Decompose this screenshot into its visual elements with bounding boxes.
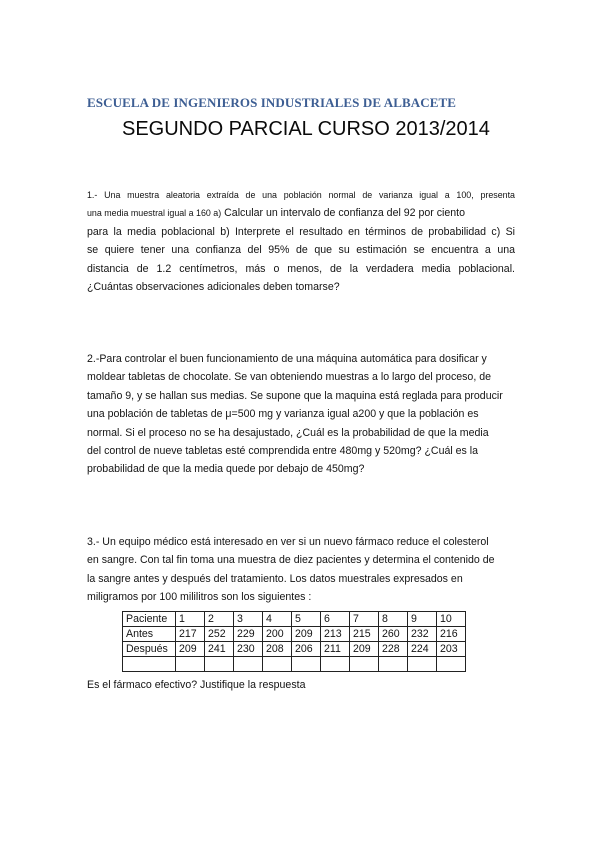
- table-cell-empty: [321, 657, 350, 672]
- table-cell: 228: [379, 642, 408, 657]
- table-cell-empty: [292, 657, 321, 672]
- table-cell-empty: [123, 657, 176, 672]
- table-row-label: Después: [123, 642, 176, 657]
- table-cell: 203: [437, 642, 466, 657]
- table-cell-empty: [263, 657, 292, 672]
- table-cell-empty: [408, 657, 437, 672]
- table-header-cell: 8: [379, 612, 408, 627]
- table-cell: 260: [379, 627, 408, 642]
- cholesterol-data-table: [122, 611, 466, 672]
- question-2-line: una población de tabletas de μ=500 mg y varianza igual a200 y que la población es: [87, 408, 479, 421]
- school-name: ESCUELA DE INGENIEROS INDUSTRIALES DE ALBACETE: [87, 95, 457, 110]
- table-cell: 215: [350, 627, 379, 642]
- table-cell-empty: [379, 657, 408, 672]
- question-1-line: se quiere tener una confianza del 95% de que su estimación se encuentra a una: [87, 244, 515, 257]
- table-cell: 241: [205, 642, 234, 657]
- table-header-label: Paciente: [123, 612, 176, 627]
- table-cell: 213: [321, 627, 350, 642]
- question-1-line: [87, 204, 515, 222]
- question-1-line: distancia de 1.2 centímetros, más o menos, de la verdadera media poblacional.: [87, 262, 515, 275]
- question-2-line: probabilidad de que la media quede por debajo de 450mg?: [87, 463, 365, 476]
- table-header-cell: 3: [234, 612, 263, 627]
- question-2-line: normal. Si el proceso no se ha desajustado, ¿Cuál es la probabilidad de que la media: [87, 426, 489, 439]
- question-2-line: moldear tabletas de chocolate. Se van obteniendo muestras a lo largo del proceso, de: [87, 371, 491, 384]
- table-header-cell: 7: [350, 612, 379, 627]
- question-3-line: 3.- Un equipo médico está interesado en ver si un nuevo fármaco reduce el colesterol: [87, 536, 489, 548]
- question-2: [87, 350, 515, 479]
- question-3-line: miligramos por 100 mililitros son los siguientes :: [87, 591, 312, 604]
- table-cell: 229: [234, 627, 263, 642]
- exam-title: SEGUNDO PARCIAL CURSO 2013/2014: [122, 118, 490, 140]
- table-cell: 224: [408, 642, 437, 657]
- table-row-empty: [123, 657, 466, 672]
- table-cell-empty: [205, 657, 234, 672]
- question-1-line: ¿Cuántas observaciones adicionales deben tomarse?: [87, 280, 340, 293]
- table-cell: 252: [205, 627, 234, 642]
- table-header-cell: 4: [263, 612, 292, 627]
- table-cell-empty: [437, 657, 466, 672]
- table-header-cell: 6: [321, 612, 350, 627]
- question-1-line-part: Calcular un intervalo de confianza del 92 por ciento: [221, 207, 466, 220]
- table-cell: 216: [437, 627, 466, 642]
- table-row-antes: [123, 627, 466, 642]
- question-3: [87, 533, 515, 607]
- table-cell: 200: [263, 627, 292, 642]
- table-header-cell: 9: [408, 612, 437, 627]
- table-cell: 209: [176, 642, 205, 657]
- question-2-line: 2.-Para controlar el buen funcionamiento de una máquina automática para dosificar y: [87, 353, 487, 365]
- table-cell: 232: [408, 627, 437, 642]
- question-2-line: tamaño 9, y se hallan sus medias. Se supone que la maquina está reglada para producir: [87, 389, 503, 402]
- table-cell-empty: [176, 657, 205, 672]
- table-header-cell: 10: [437, 612, 466, 627]
- table-cell: 217: [176, 627, 205, 642]
- question-1-line: para la media poblacional b) Interprete el resultado en términos de probabilidad c) Si: [87, 225, 515, 238]
- table-header-row: [123, 612, 466, 627]
- table-header-cell: 1: [176, 612, 205, 627]
- table-cell-empty: [350, 657, 379, 672]
- question-3-line: en sangre. Con tal fin toma una muestra de diez pacientes y determina el contenido de: [87, 554, 495, 567]
- table-cell: 211: [321, 642, 350, 657]
- question-2-line: del control de nueve tabletas esté comprendida entre 480mg y 520mg? ¿Cuál es la: [87, 445, 479, 458]
- table-header-cell: 2: [205, 612, 234, 627]
- question-3-line: la sangre antes y después del tratamiento. Los datos muestrales expresados en: [87, 572, 463, 585]
- table-cell: 209: [350, 642, 379, 657]
- table-cell: 209: [292, 627, 321, 642]
- table-row-despues: [123, 642, 466, 657]
- question-3-followup: Es el fármaco efectivo? Justifique la respuesta: [87, 679, 306, 691]
- question-1-line-part: una media muestral igual a 160 a): [87, 208, 222, 219]
- table-cell: 230: [234, 642, 263, 657]
- table-cell: 206: [292, 642, 321, 657]
- question-1-line: 1.- Una muestra aleatoria extraída de una población normal de varianza igual a 100, presenta: [87, 190, 515, 200]
- table-cell: 208: [263, 642, 292, 657]
- table-row-label: Antes: [123, 627, 176, 642]
- table-header-cell: 5: [292, 612, 321, 627]
- question-1: [87, 186, 515, 296]
- table-cell-empty: [234, 657, 263, 672]
